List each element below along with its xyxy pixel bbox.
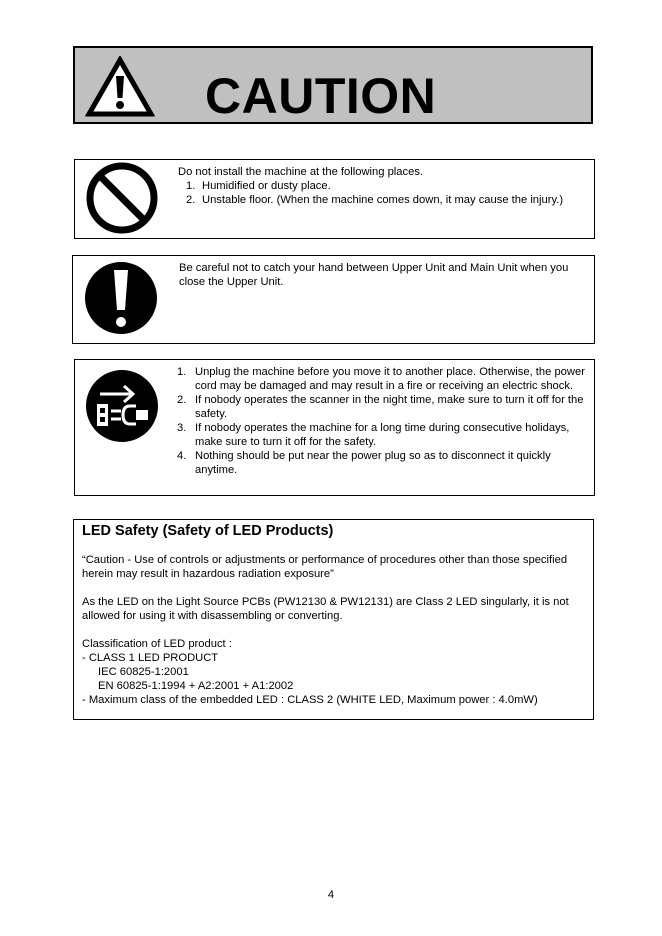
hand-caution-box [72,255,595,344]
led-standard-iec: IEC 60825-1:2001 [98,666,189,678]
list-item: 4. Nothing should be put near the power plug so as to disconnect it quickly anytime. [177,450,551,476]
caution-title: CAUTION [205,68,437,124]
install-intro: Do not install the machine at the following places. [178,166,424,178]
led-safety-box [73,519,594,720]
list-item: 1. Humidified or dusty place. [186,180,331,192]
list-item: 2. Unstable floor. (When the machine comes down, it may cause the injury.) [186,194,564,206]
led-class1: - CLASS 1 LED PRODUCT [82,652,219,664]
led-max-class: - Maximum class of the embedded LED : CLASS 2 (WHITE LED, Maximum power : 4.0mW) [82,694,538,706]
led-quote: “Caution - Use of controls or adjustments or performance of procedures other than those specified herein may result in hazardous radiation exposure” [82,554,568,580]
caution-banner [73,46,593,124]
exclamation-icon [83,260,159,336]
led-standard-en: EN 60825-1:1994 + A2:2001 + A1:2002 [98,680,294,692]
led-class-title: Classification of LED product : [82,638,232,650]
led-heading: LED Safety (Safety of LED Products) [82,523,334,539]
list-item: 1. Unplug the machine before you move it to another place. Otherwise, the power cord may be damaged and may result in a fire or receiving an electric shock. [177,366,585,392]
unplug-list [175,365,589,477]
list-item: 2. If nobody operates the scanner in the night time, make sure to turn it off for the safety. [177,394,584,420]
install-caution-box [74,159,595,239]
led-paragraph: As the LED on the Light Source PCBs (PW12130 & PW12131) are Class 2 LED singularly, it is not allowed for using it with disassembling or converting. [82,596,569,622]
prohibition-icon [84,160,160,236]
unplug-icon [84,368,160,444]
list-item: 3. If nobody operates the machine for a long time during consecutive holidays, make sure to turn it off for the safety. [177,422,570,448]
warning-triangle-icon [85,56,155,118]
unplug-caution-box [74,359,595,496]
page-number: 4 [327,889,335,901]
hand-caution-text: Be careful not to catch your hand between Upper Unit and Main Unit when you close the Upper Unit. [179,262,569,288]
install-list [178,179,588,207]
